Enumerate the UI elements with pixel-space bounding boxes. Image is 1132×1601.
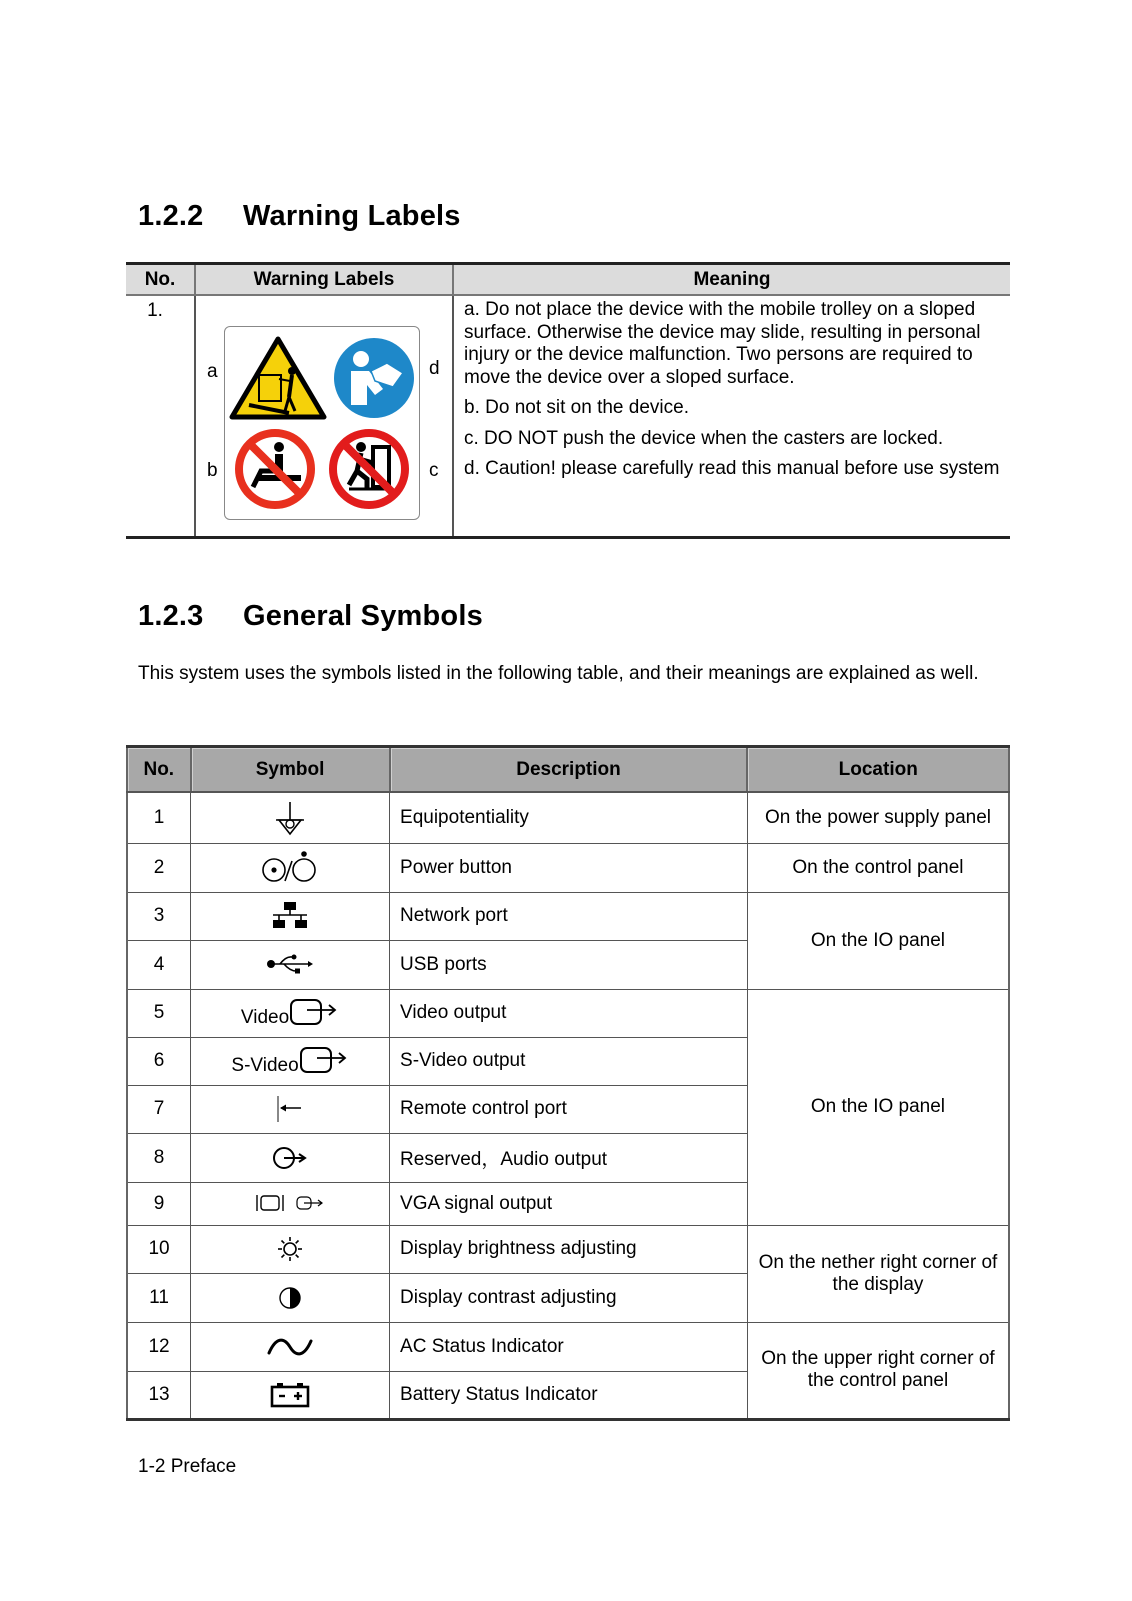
section-title: Warning Labels bbox=[243, 200, 461, 232]
row-number: 10 bbox=[127, 1225, 191, 1273]
location: On the upper right corner of the control panel bbox=[747, 1322, 1009, 1419]
row-number: 1 bbox=[127, 792, 191, 843]
meaning-cell bbox=[453, 295, 1010, 538]
row-number: 11 bbox=[127, 1273, 191, 1322]
video-output-icon bbox=[289, 997, 339, 1027]
row-number: 3 bbox=[127, 892, 191, 940]
row-number-cell bbox=[126, 295, 195, 538]
header-no: No. bbox=[127, 747, 191, 793]
section-number: 1.2.3 bbox=[138, 600, 204, 632]
table-header-row bbox=[126, 264, 1010, 296]
audio-output-icon bbox=[272, 1145, 308, 1171]
header-warning-labels: Warning Labels bbox=[195, 264, 453, 296]
location: On the control panel bbox=[747, 843, 1009, 892]
power-button-icon bbox=[260, 851, 320, 885]
location: On the nether right corner of the display bbox=[747, 1225, 1009, 1322]
section-title: General Symbols bbox=[243, 600, 483, 632]
location: On the power supply panel bbox=[747, 792, 1009, 843]
intro-paragraph: This system uses the symbols listed in the following table, and their meanings are explained as well. bbox=[138, 663, 979, 684]
location: On the IO panel bbox=[747, 892, 1009, 989]
equipotentiality-icon bbox=[273, 800, 307, 836]
row-number: 4 bbox=[127, 940, 191, 989]
table-row bbox=[127, 892, 1009, 940]
symbol-cell bbox=[191, 989, 390, 1037]
table-row bbox=[126, 295, 1010, 538]
contrast-icon bbox=[277, 1285, 303, 1311]
description: Video output bbox=[390, 989, 748, 1037]
description: Remote control port bbox=[390, 1085, 748, 1133]
remote-control-icon bbox=[275, 1094, 305, 1124]
symbol-cell bbox=[191, 1225, 390, 1273]
symbol-cell bbox=[191, 1037, 390, 1085]
row-number: 13 bbox=[127, 1371, 191, 1419]
meaning-c: c. DO NOT push the device when the casters are locked. bbox=[464, 427, 944, 449]
section-number: 1.2.2 bbox=[138, 200, 204, 232]
row-number: 5 bbox=[127, 989, 191, 1037]
header-description: Description bbox=[390, 747, 748, 793]
warning-sign-panel bbox=[224, 326, 420, 520]
description: Battery Status Indicator bbox=[390, 1371, 748, 1419]
svideo-output-icon bbox=[299, 1045, 349, 1075]
general-symbols-table bbox=[126, 745, 1010, 1421]
table-row bbox=[127, 1322, 1009, 1371]
header-symbol: Symbol bbox=[191, 747, 390, 793]
section-heading-warning-labels bbox=[138, 200, 461, 233]
symbol-cell bbox=[191, 792, 390, 843]
vga-output-icon bbox=[254, 1192, 326, 1214]
location: On the IO panel bbox=[747, 989, 1009, 1225]
row-number: 1. bbox=[147, 300, 163, 321]
description: Equipotentiality bbox=[390, 792, 748, 843]
description: Display brightness adjusting bbox=[390, 1225, 748, 1273]
symbol-cell bbox=[191, 940, 390, 989]
symbol-cell bbox=[191, 1371, 390, 1419]
no-pushing-icon bbox=[327, 427, 411, 511]
brightness-icon bbox=[277, 1236, 303, 1262]
header-location: Location bbox=[747, 747, 1009, 793]
table-header-row bbox=[127, 747, 1009, 793]
sloped-surface-warning-icon bbox=[229, 335, 327, 421]
sign-letter-d: d bbox=[429, 358, 440, 379]
usb-icon bbox=[266, 953, 314, 975]
ac-status-icon bbox=[266, 1335, 314, 1359]
warning-labels-cell bbox=[195, 295, 453, 538]
header-no: No. bbox=[126, 264, 195, 296]
row-number: 2 bbox=[127, 843, 191, 892]
description: Reserved，Audio output bbox=[390, 1133, 748, 1182]
meaning-b: b. Do not sit on the device. bbox=[464, 397, 689, 418]
symbol-cell bbox=[191, 892, 390, 940]
symbol-cell bbox=[191, 843, 390, 892]
symbol-cell bbox=[191, 1322, 390, 1371]
symbol-cell bbox=[191, 1085, 390, 1133]
symbol-cell bbox=[191, 1273, 390, 1322]
description: Display contrast adjusting bbox=[390, 1273, 748, 1322]
meaning-d: d. Caution! please carefully read this manual before use system bbox=[464, 458, 1000, 479]
read-manual-icon bbox=[333, 337, 415, 419]
sign-letter-b: b bbox=[207, 460, 218, 481]
row-number: 6 bbox=[127, 1037, 191, 1085]
description: Power button bbox=[390, 843, 748, 892]
sign-letter-c: c bbox=[429, 460, 439, 481]
symbol-cell bbox=[191, 1133, 390, 1182]
row-number: 8 bbox=[127, 1133, 191, 1182]
row-number: 7 bbox=[127, 1085, 191, 1133]
sign-letter-a: a bbox=[207, 361, 218, 382]
description: AC Status Indicator bbox=[390, 1322, 748, 1371]
table-row bbox=[127, 1225, 1009, 1273]
network-port-icon bbox=[272, 901, 308, 931]
page-footer: 1-2 Preface bbox=[138, 1456, 237, 1477]
description: S-Video output bbox=[390, 1037, 748, 1085]
video-label: Video bbox=[240, 1007, 290, 1028]
row-number: 12 bbox=[127, 1322, 191, 1371]
symbol-cell bbox=[191, 1182, 390, 1225]
description: Network port bbox=[390, 892, 748, 940]
warning-labels-table bbox=[126, 262, 1010, 539]
no-sitting-icon bbox=[233, 427, 317, 511]
description: VGA signal output bbox=[390, 1182, 748, 1225]
svideo-label: S-Video bbox=[231, 1055, 299, 1076]
meaning-a: a. Do not place the device with the mobile trolley on a sloped surface. Otherwise the device may slide, resulting in personal injury or the device malfunction. Two persons are required to move the device over a sloped surface. bbox=[464, 299, 981, 388]
section-heading-general-symbols bbox=[138, 600, 483, 633]
row-number: 9 bbox=[127, 1182, 191, 1225]
battery-status-icon bbox=[269, 1381, 311, 1409]
description: USB ports bbox=[390, 940, 748, 989]
table-row bbox=[127, 989, 1009, 1037]
header-meaning: Meaning bbox=[453, 264, 1010, 296]
table-row bbox=[127, 843, 1009, 892]
table-row bbox=[127, 792, 1009, 843]
